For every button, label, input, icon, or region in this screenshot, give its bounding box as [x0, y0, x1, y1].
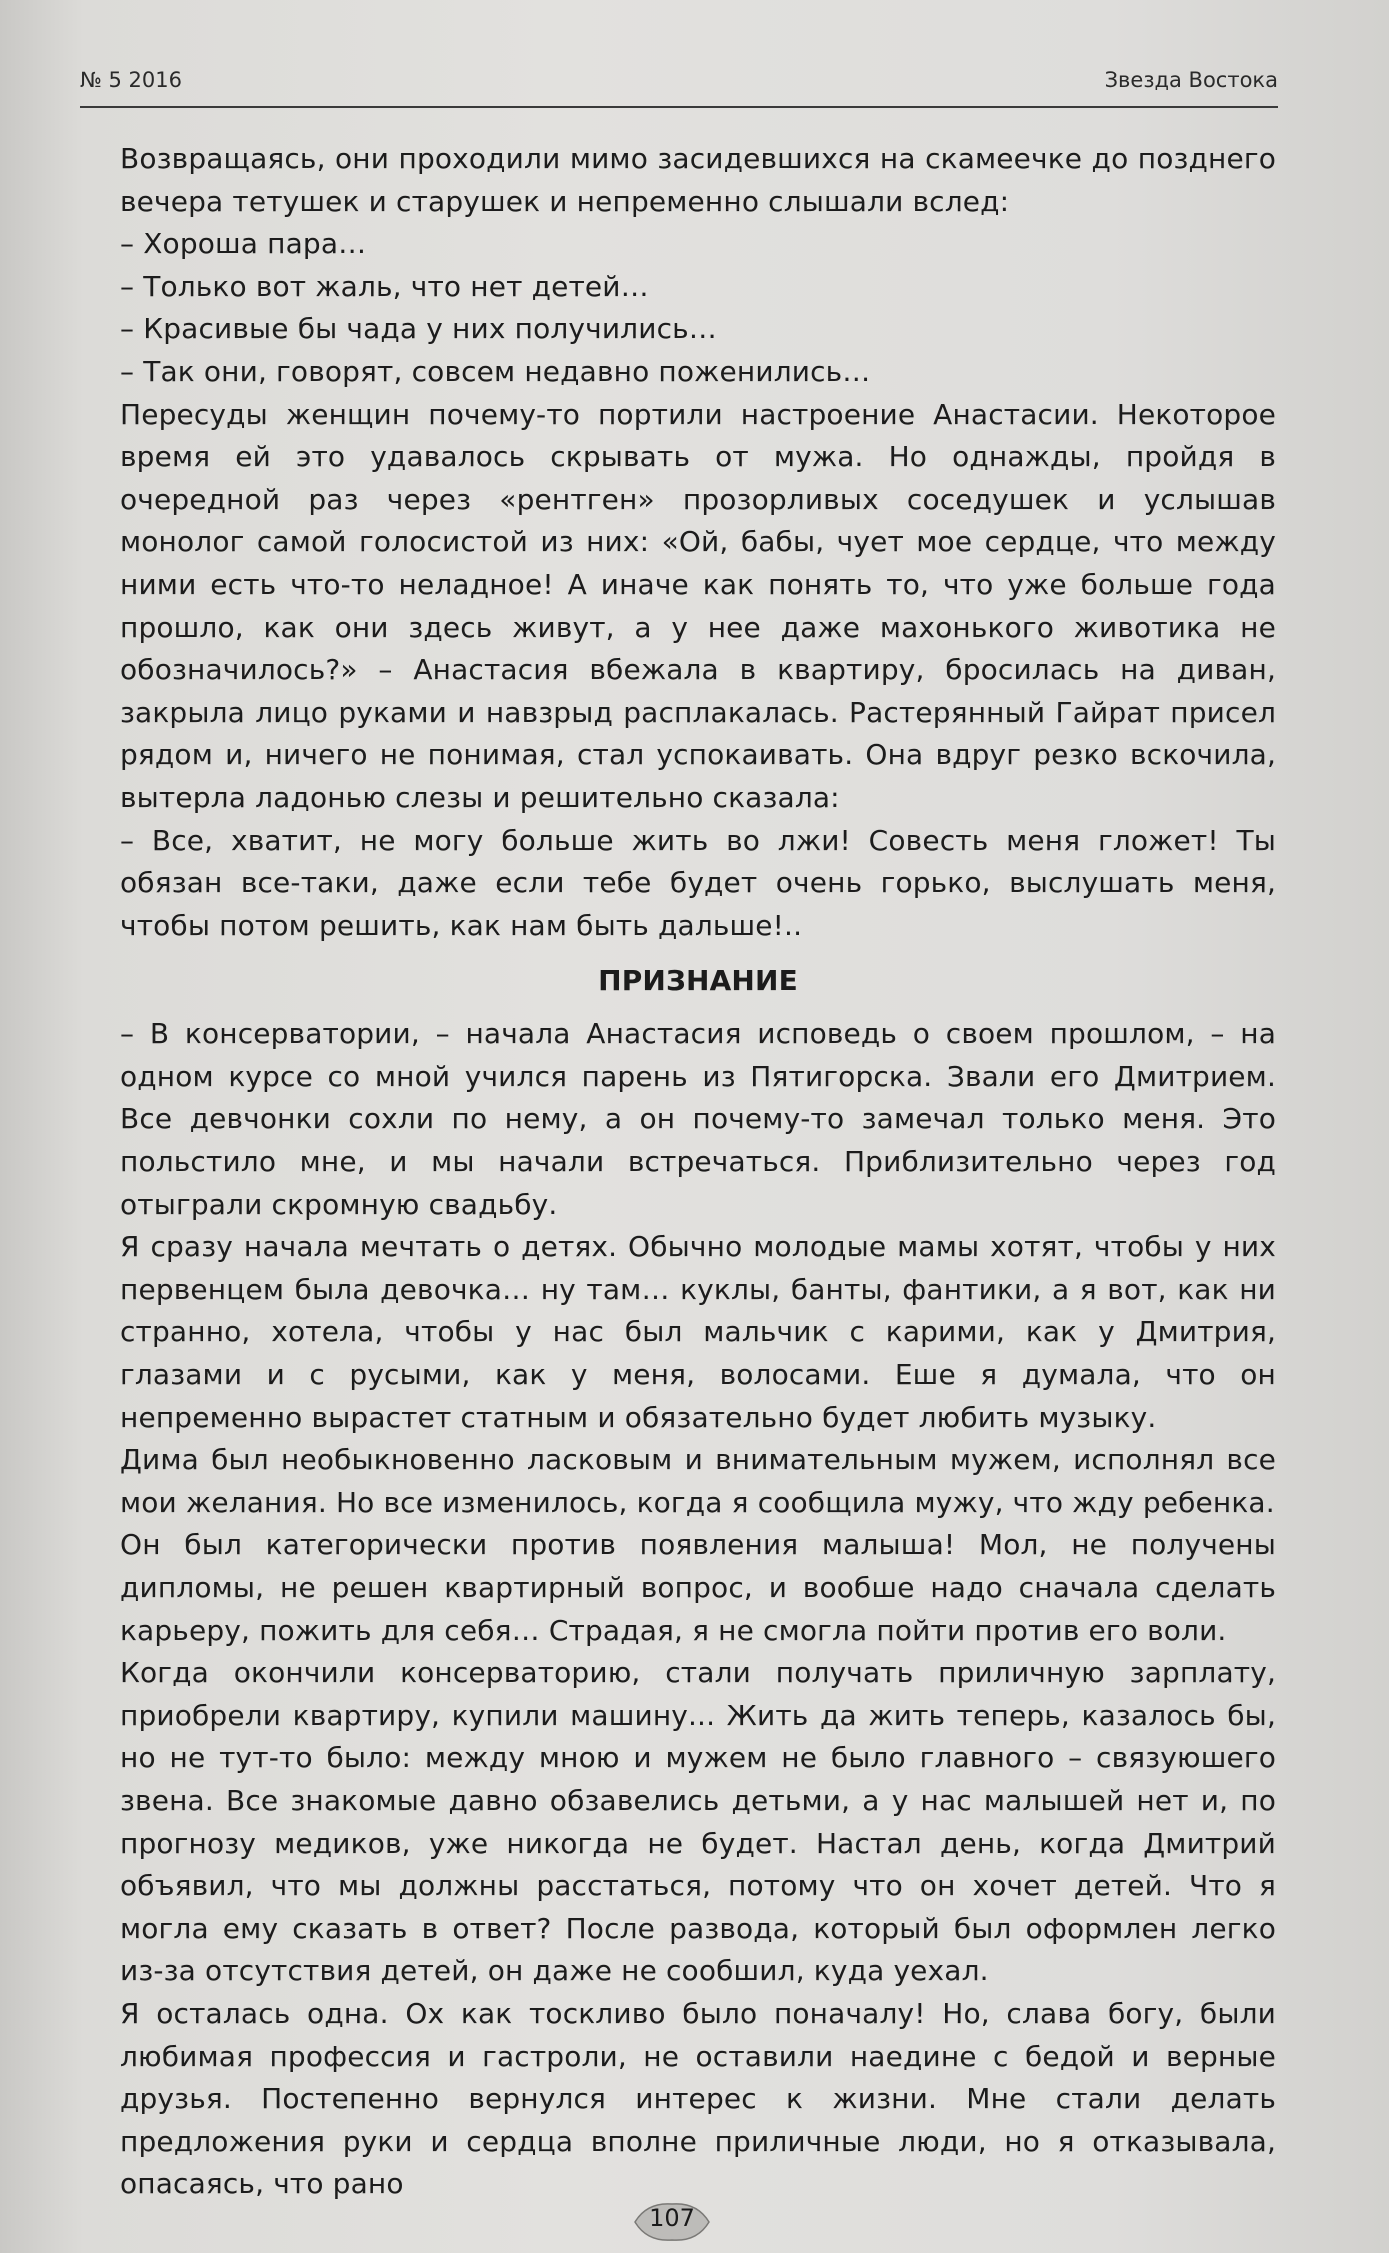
paragraph: – Так они, говорят, совсем недавно поженились…	[120, 354, 871, 388]
body-text	[120, 138, 1276, 2206]
paragraph: Он был категорически против появления малыша! Мол, не получены дипломы, не решен квартирный вопрос, и вообше надо сначала сделать карьеру, пожить для себя… Страдая, я не смогла пойти против его воли.	[120, 1528, 1276, 1647]
paragraph: Когда окончили консерваторию, стали получать приличную зарплату, приобрели квартиру, купили машину... Жить да жить теперь, казалось бы, но не тут-то было: между мною и мужем не было главного – связуюшего звена. Все знакомые давно обзавелись детьми, а у нас малышей нет и, по прогнозу медиков, уже никогда не будет. Настал день, когда Дмитрий объявил, что мы должны расстаться, потому что он хочет детей. Что я могла ему сказать в ответ? После развода, который был оформлен легко из-за отсутствия детей, он даже не сообшил, куда уехал.	[120, 1656, 1276, 1988]
paragraph: Я осталась одна. Ох как тоскливо было поначалу! Но, слава богу, были любимая профессия и гастроли, не оставили наедине с бедой и верные друзья. Постепенно вернулся интерес к жизни. Мне стали делать предложения руки и сердца вполне приличные люди, но я отказывала, опасаясь, что рано	[120, 1996, 1276, 2201]
running-header	[80, 68, 1278, 112]
header-rule	[80, 106, 1278, 108]
page-number-text: 107	[649, 2204, 695, 2232]
paragraph: – Красивые бы чада у них получились…	[120, 312, 717, 346]
paragraph: – Только вот жаль, что нет детей…	[120, 269, 649, 303]
paragraph: – В консерватории, – начала Анастасия исповедь о своем прошлом, – на одном курсе со мной учился парень из Пятигорска. Звали его Дмитрием. Все девчонки сохли по нему, а он почему-то замечал только меня. Это польстило мне, и мы начали встречаться. Приблизительно через год отыграли скромную свадьбу.	[120, 1017, 1276, 1221]
paragraph: Пересуды женщин почему-то портили настроение Анастасии. Некоторое время ей это удавалось скрывать от мужа. Но однажды, пройдя в очередной раз через «рентген» прозорливых соседушек и услышав монолог самой голосистой из них: «Ой, бабы, чует мое сердце, что между ними есть что-то неладное! А иначе как понять то, что уже больше года прошло, как они здесь живут, а у нее даже махонького животика не обозначилось?» – Анастасия вбежала в квартиру, бросилась на диван, закрыла лицо руками и навзрыд расплакалась. Растерянный Гайрат присел рядом и, ничего не понимая, стал успокаивать. Она вдруг резко вскочила, вытерла ладонью слезы и решительно сказала:	[120, 397, 1276, 814]
paragraph: Возвращаясь, они проходили мимо засидевшихся на скамеечке до позднего вечера тетушек и старушек и непременно слышали вслед:	[120, 142, 1276, 218]
paragraph: – Хороша пара…	[120, 227, 367, 261]
journal-title: Звезда Востока	[1104, 68, 1278, 92]
page-number	[627, 2198, 717, 2246]
section-title: ПРИЗНАНИЕ	[598, 964, 798, 998]
issue-label: № 5 2016	[80, 68, 182, 92]
paragraph: Я сразу начала мечтать о детях. Обычно молодые мамы хотят, чтобы у них первенцем была девочка… ну там… куклы, банты, фантики, а я вот, как ни странно, хотела, чтобы у нас был мальчик с карими, как у Дмитрия, глазами и с русыми, как у меня, волосами. Еше я думала, что он непременно вырастет статным и обязательно будет любить музыку.	[120, 1230, 1276, 1434]
paragraph: – Все, хватит, не могу больше жить во лжи! Совесть меня гложет! Ты обязан все-таки, даже если тебе будет очень горько, выслушать меня, чтобы потом решить, как нам быть дальше!..	[120, 823, 1276, 942]
paragraph: Дима был необыкновенно ласковым и внимательным мужем, исполнял все мои желания. Но все изменилось, когда я сообщила мужу, что жду ребенка.	[120, 1443, 1276, 1519]
